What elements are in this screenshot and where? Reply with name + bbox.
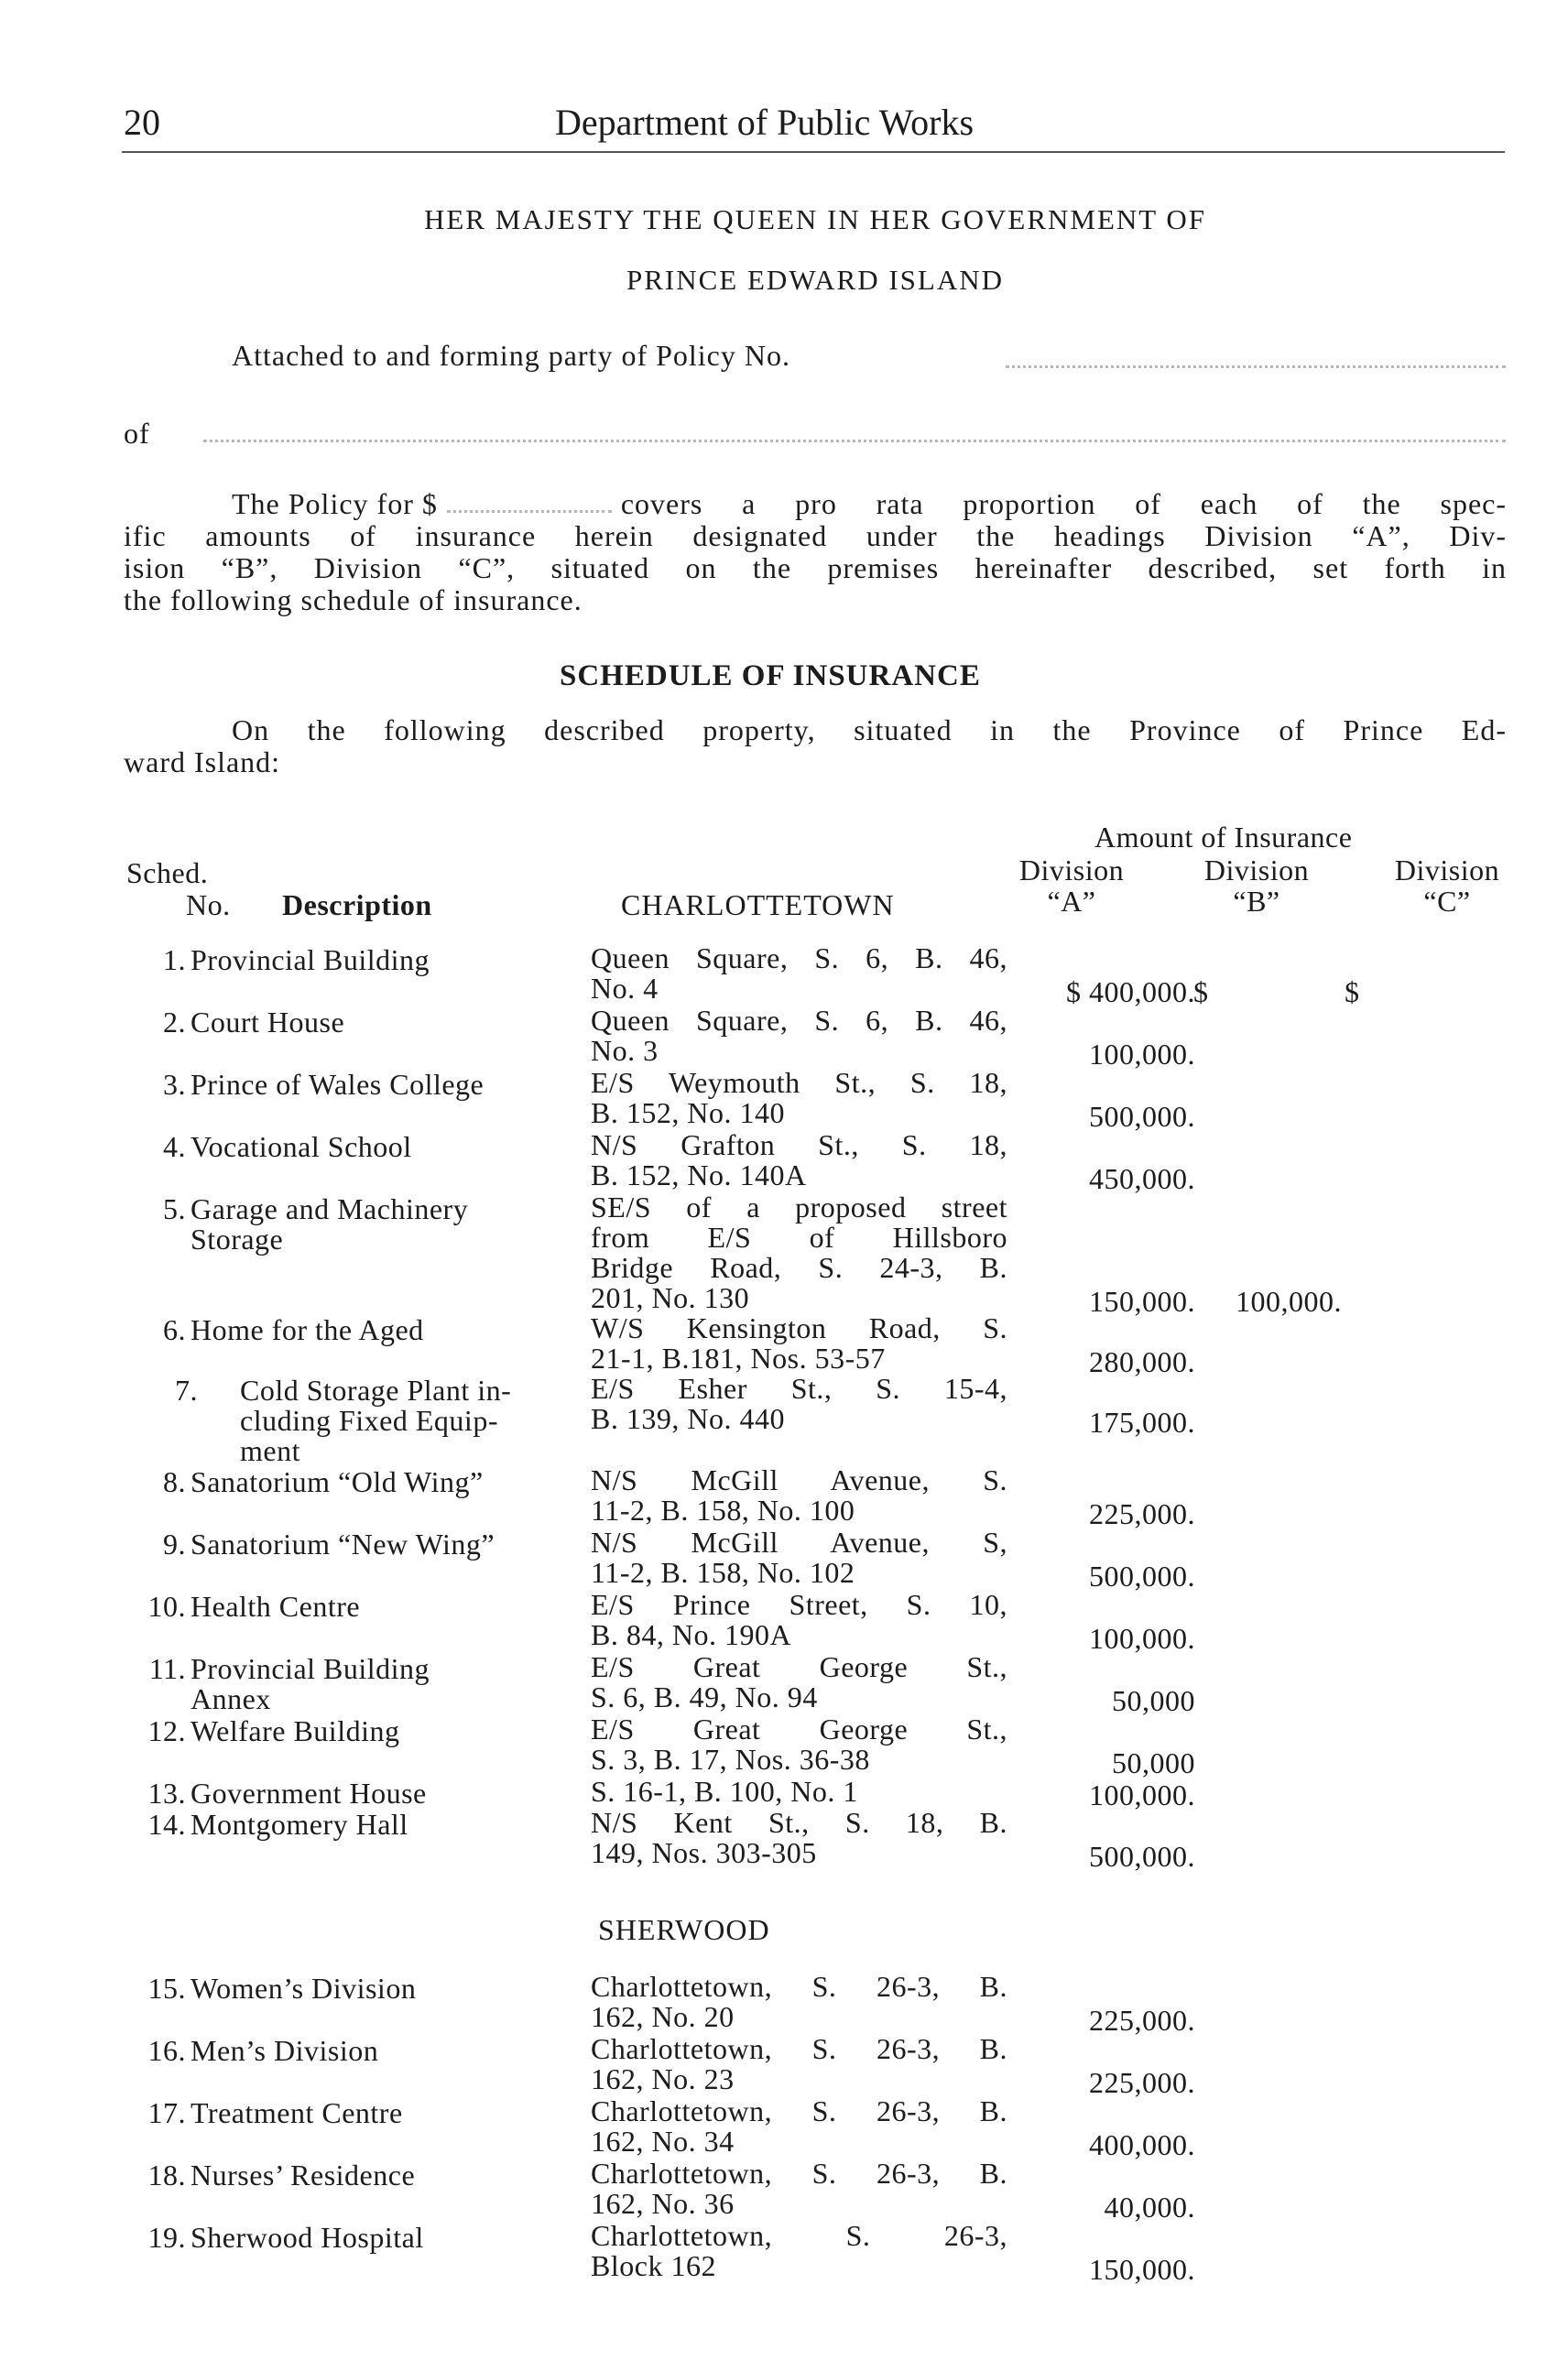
location-text: E/S Esher St., S. 15-4, [591,1372,1007,1405]
division-a-amount: 150,000. [1089,1285,1195,1318]
description-line: ment [240,1434,300,1467]
schedule-title: SCHEDULE OF INSURANCE [560,659,981,692]
policy-amount-label: The Policy for $ [232,487,438,520]
description-line: Prince of Wales College [191,1068,485,1101]
running-title: Department of Public Works [555,102,975,143]
sched-number: 11. [148,1652,186,1685]
location-last-line [591,1838,1007,1868]
division-a-amount: 100,000. [1089,1038,1195,1071]
amount-title: Amount of Insurance [1094,821,1353,854]
attached-label: Attached to and forming party of Policy No. [232,339,790,372]
schedule-intro-line-1: On the following described property, situated in the Province of Prince Ed- [232,713,1507,746]
sched-number: 4. [163,1130,186,1163]
description-line: Annex [191,1682,271,1715]
sched-header: Sched. [126,856,209,889]
sched-number: 7. [175,1374,198,1407]
location-cell [591,2221,1007,2281]
location-text: Charlottetown, S. 26-3, [591,2219,1007,2252]
location-cell [591,1313,1007,1374]
sched-number: 10. [147,1590,186,1623]
location-text: S. 16-1, B. 100, No. 1 [591,1775,858,1808]
division-a-amount: 225,000. [1089,2066,1195,2099]
location-last-line [591,2189,1007,2219]
no-header: No. [186,888,231,921]
description-line: Storage [191,1223,284,1256]
location-last-line [591,1745,1007,1775]
sched-number: 5. [163,1192,186,1225]
location-last-line [591,1098,1007,1128]
of-label: of [124,417,150,450]
description-line: Welfare Building [191,1714,400,1747]
location-last-line [591,1404,1007,1434]
location-cell [591,943,1007,1004]
location-last-line [591,1343,1007,1374]
div-b-header: Division [1203,854,1310,886]
location-text: No. 3 [591,1034,659,1067]
location-text: 11-2, B. 158, No. 100 [591,1494,855,1527]
division-a-amount: 100,000. [1089,1778,1195,1811]
description-line: Sherwood Hospital [191,2221,424,2254]
location-cell [591,1777,1007,1807]
location-text: Charlottetown, S. 26-3, B. [591,2094,1007,2127]
location-cell [591,1006,1007,1066]
division-a-amount: 400,000. [1089,2128,1195,2161]
description-line: Health Centre [191,1590,361,1623]
location-text: E/S Prince Street, S. 10, [591,1588,1007,1621]
policy-amount-field[interactable] [447,510,612,513]
division-a-amount: 225,000. [1089,1497,1195,1530]
location-text: B. 152, No. 140 [591,1096,785,1129]
description-line: Home for the Aged [191,1313,424,1346]
location-text: 21-1, B.181, Nos. 53-57 [591,1342,886,1375]
sched-number: 9. [163,1528,186,1561]
location-cell [591,2159,1007,2219]
description-line: Men’s Division [191,2034,379,2067]
location-cell [591,1068,1007,1128]
division-a-amount: 50,000 [1112,1746,1195,1779]
division-a-amount: 175,000. [1089,1406,1195,1439]
sched-number: 17. [147,2096,186,2129]
location-cell [591,1590,1007,1650]
sched-number: 19. [147,2221,186,2254]
location-text: No. 4 [591,972,659,1005]
div-b-label: “B” [1233,885,1280,918]
location-text: Charlottetown, S. 26-3, B. [591,1970,1007,2003]
location-text: SE/S of a proposed street [591,1191,1007,1224]
location-text: Queen Square, S. 6, B. 46, [591,1004,1007,1037]
location-text: B. 139, No. 440 [591,1402,785,1435]
division-b-amount: $ [1193,975,1209,1008]
location-last-line [591,1495,1007,1526]
page-number: 20 [124,102,160,143]
location-last-line [591,1682,1007,1713]
location-cell [591,1192,1007,1313]
location-text: N/S McGill Avenue, S. [591,1463,1007,1496]
intro-paragraph [124,488,1507,616]
location-text: 201, No. 130 [591,1281,750,1314]
location-cell [591,1130,1007,1191]
location-last-line [591,973,1007,1004]
sched-number: 1. [163,943,186,976]
description-line: Vocational School [191,1130,412,1163]
heading-line-1: HER MAJESTY THE QUEEN IN HER GOVERNMENT OF [423,203,1207,235]
location-last-line [591,1160,1007,1191]
division-a-amount: 280,000. [1089,1345,1195,1378]
location-text: 162, No. 36 [591,2187,735,2220]
division-a-amount: 500,000. [1089,1840,1195,1873]
description-line: Sanatorium “New Wing” [191,1528,495,1561]
intro-line-4: the following schedule of insurance. [124,583,583,616]
location-cell [591,1374,1007,1434]
division-a-amount: 450,000. [1089,1162,1195,1195]
location-text: E/S Great George St., [591,1713,1007,1746]
intro-line-3: ision “B”, Division “C”, situated on the premises hereinafter described, set forth in [124,551,1507,584]
description-line: Provincial Building [191,943,430,976]
sched-number: 15. [147,1972,186,2005]
location-last-line [591,1283,1007,1313]
description-line: Government House [191,1777,427,1810]
location-last-line [591,2064,1007,2094]
schedule-intro-line-2: ward Island: [124,745,281,778]
location-text: E/S Weymouth St., S. 18, [591,1066,1007,1099]
location-text: Charlottetown, S. 26-3, B. [591,2157,1007,2190]
location-text: from E/S of Hillsboro [591,1221,1007,1254]
sched-number: 2. [163,1006,186,1039]
division-c-amount: $ [1345,975,1360,1008]
description-line: Montgomery Hall [191,1808,408,1841]
intro-line-2: ific amounts of insurance herein designated under the headings Division “A”, Div- [124,519,1507,552]
location-text: E/S Great George St., [591,1650,1007,1683]
location-cell [591,1714,1007,1775]
sched-number: 16. [147,2034,186,2067]
intro-line-1-end [621,488,1507,520]
location-text: 162, No. 23 [591,2062,735,2095]
location-last-line [591,2251,1007,2281]
div-c-label: “C” [1423,885,1471,918]
division-a-amount: 50,000 [1112,1684,1195,1717]
division-a-amount: $ 400,000. [1066,975,1195,1008]
description-line: Women’s Division [191,1972,417,2005]
schedule-intro [124,714,1507,778]
location-cell [591,1652,1007,1713]
location-cell [591,1528,1007,1588]
div-c-header: Division [1394,854,1500,886]
description-line: Sanatorium “Old Wing” [191,1465,484,1498]
division-a-amount: 225,000. [1089,2004,1195,2037]
sched-number: 18. [147,2159,186,2192]
description-line: cluding Fixed Equip- [240,1404,498,1437]
location-text: B. 84, No. 190A [591,1618,792,1651]
division-a-amount: 500,000. [1089,1100,1195,1133]
location-cell [591,1808,1007,1868]
location-text: S. 3, B. 17, Nos. 36-38 [591,1743,870,1776]
sched-number: 8. [163,1465,186,1498]
description-line: Garage and Machinery [191,1192,469,1225]
description-line: Court House [191,1006,345,1039]
division-b-amount: 100,000. [1236,1285,1342,1318]
location-text: Queen Square, S. 6, B. 46, [591,941,1007,974]
insured-name-field[interactable] [203,440,1506,442]
location-cell [591,1972,1007,2032]
division-a-amount: 40,000. [1104,2191,1195,2224]
sherwood-heading: SHERWOOD [598,1913,770,1946]
location-last-line [591,1777,1007,1807]
description-header: Description [282,888,432,921]
location-text: Bridge Road, S. 24-3, B. [591,1251,1007,1284]
sched-number: 6. [163,1313,186,1346]
location-text: N/S McGill Avenue, S, [591,1526,1007,1559]
division-a-amount: 500,000. [1089,1560,1195,1593]
location-text: S. 6, B. 49, No. 94 [591,1680,818,1713]
location-last-line [591,1558,1007,1588]
division-a-amount: 150,000. [1089,2253,1195,2286]
location-text: 149, Nos. 303-305 [591,1836,817,1869]
div-a-label: “A” [1047,885,1096,918]
location-text: N/S Kent St., S. 18, B. [591,1806,1007,1839]
division-a-amount: 100,000. [1089,1622,1195,1655]
location-cell [591,1465,1007,1526]
location-text: Block 162 [591,2249,716,2282]
sched-number: 3. [163,1068,186,1101]
location-cell [591,2034,1007,2094]
div-a-header: Division [1018,854,1125,886]
location-last-line [591,2002,1007,2032]
header-rule [122,151,1505,153]
heading-line-2: PRINCE EDWARD ISLAND [626,264,1004,296]
description-line: Nurses’ Residence [191,2159,416,2192]
location-text: 162, No. 20 [591,2000,735,2033]
sched-number: 13. [147,1777,186,1810]
location-last-line [591,1620,1007,1650]
description-line: Cold Storage Plant in- [240,1374,512,1407]
location-text: W/S Kensington Road, S. [591,1311,1007,1344]
location-heading: CHARLOTTETOWN [621,888,895,921]
location-text: B. 152, No. 140A [591,1158,807,1191]
sched-number: 14. [147,1808,186,1841]
description-line: Treatment Centre [191,2096,403,2129]
location-cell [591,2096,1007,2157]
sched-number: 12. [147,1714,186,1747]
location-text: 162, No. 34 [591,2125,735,2158]
location-text: 11-2, B. 158, No. 102 [591,1556,855,1589]
location-text: N/S Grafton St., S. 18, [591,1128,1007,1161]
location-last-line [591,1036,1007,1066]
location-text: Charlottetown, S. 26-3, B. [591,2032,1007,2065]
intro-line-1-text: covers a pro rata proportion of each of the spec- [620,487,1507,520]
location-last-line [591,2126,1007,2157]
description-line: Provincial Building [191,1652,430,1685]
policy-number-field[interactable] [1006,365,1506,368]
